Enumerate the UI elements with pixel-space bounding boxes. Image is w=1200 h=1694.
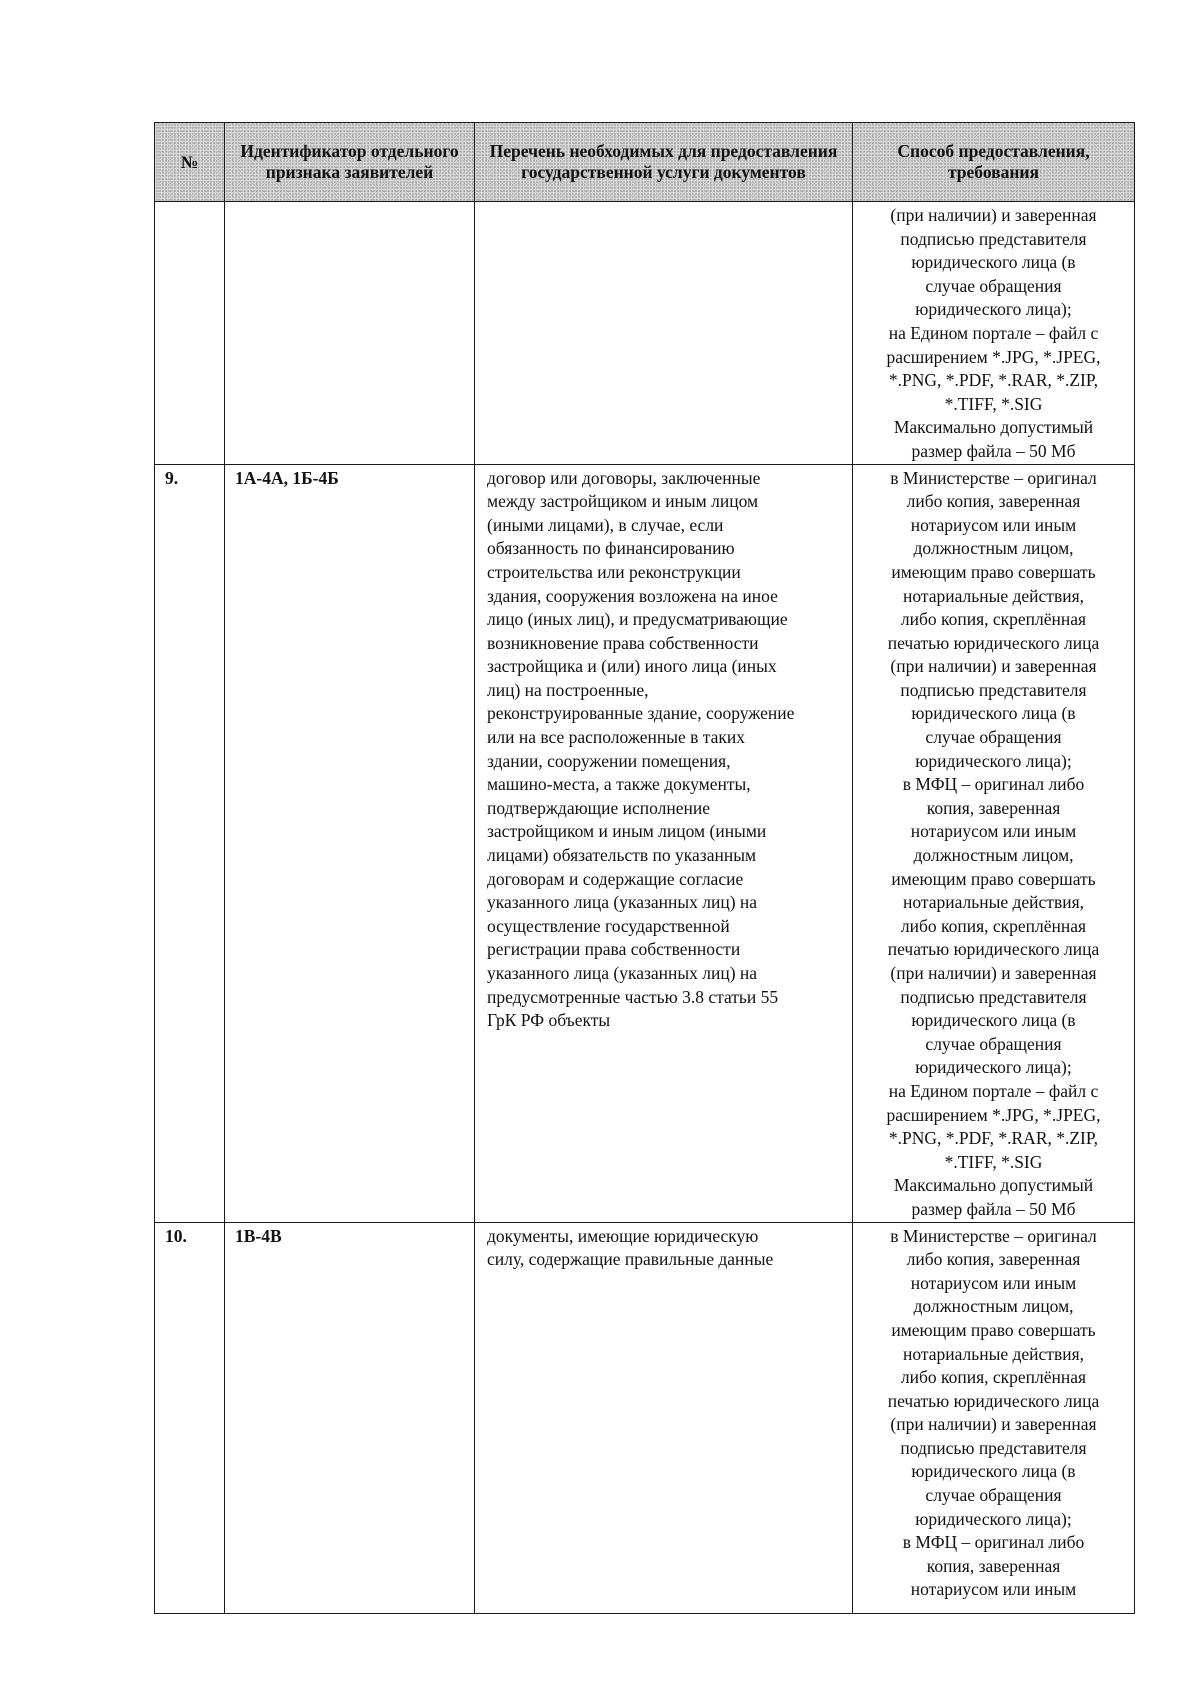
text-line: или на все расположенные в таких [487,727,745,748]
text-line: расширением *.JPG, *.JPEG, [886,346,1101,367]
text-line: возникновение права собственности [487,632,759,653]
text-line: юридического лица); [915,750,1072,771]
row-number: 10. [155,1222,225,1613]
header-submission-method: Способ предоставления, требования [853,123,1135,202]
text-line: либо копия, скреплённая [900,915,1087,936]
text-line: нотариусом или иным [910,1579,1077,1600]
header-number: № [155,123,225,202]
row-documents [475,1222,853,1613]
text-line: случае обращения [925,1033,1062,1054]
table-row [155,202,1135,465]
text-line: лиц) на построенные, [487,679,649,700]
text-line: случае обращения [925,1485,1062,1506]
text-line: нотариальные действия, [902,585,1085,606]
text-line: договорам и содержащие согласие [487,868,744,889]
text-line: (при наличии) и заверенная [890,205,1097,225]
text-line: либо копия, заверенная [906,1249,1081,1270]
text-line: указанного лица (указанных лиц) на [487,892,758,913]
text-line: юридического лица); [915,1057,1072,1078]
requirements-table [154,122,1135,1614]
text-line: подписью представителя [900,679,1087,700]
text-line: (иными лицами), в случае, если [487,514,724,535]
text-line: расширением *.JPG, *.JPEG, [886,1104,1101,1125]
text-line: имеющим право совершать [891,561,1096,582]
text-line: подтверждающие исполнение [487,797,711,818]
text-line: лицо (иных лиц), и предусматривающие [487,609,788,630]
text-line: (при наличии) и заверенная [890,1414,1097,1435]
text-line: обязанность по финансированию [487,538,735,559]
text-line: силу, содержащие правильные данные [487,1249,774,1270]
text-line: договор или договоры, заключенные [487,467,761,488]
row-submission-method [853,464,1135,1222]
table-row [155,464,1135,1222]
text-line: застройщика и (или) иного лица (иных [487,656,777,677]
row-documents [475,464,853,1222]
text-line: *.TIFF, *.SIG [944,393,1043,414]
text-line: должностным лицом, [913,845,1074,866]
text-line: юридического лица); [915,1508,1072,1529]
row-submission-method [853,202,1135,465]
text-line: регистрации права собственности [487,939,741,960]
text-line: (при наличии) и заверенная [890,656,1097,677]
text-line: в МФЦ – оригинал либо [902,774,1085,795]
text-line: между застройщиком и иным лицом [487,491,759,512]
text-line: нотариусом или иным [910,1272,1077,1293]
table-header-row [155,123,1135,202]
text-line: должностным лицом, [913,538,1074,559]
text-line: ГрК РФ объекты [487,1010,611,1031]
text-line: *.TIFF, *.SIG [944,1151,1043,1172]
text-line: застройщиком и иным лицом (иными [487,821,767,842]
row-applicant-id [225,202,475,465]
row-number [155,202,225,465]
text-line: здания, сооружения возложена на иное [487,585,778,606]
row-documents [475,202,853,465]
text-line: имеющим право совершать [891,868,1096,889]
text-line: либо копия, скреплённая [900,1367,1087,1388]
text-line: подписью представителя [900,986,1087,1007]
row-submission-method [853,1222,1135,1613]
text-line: реконструированные здание, сооружение [487,703,795,724]
table-row [155,1222,1135,1613]
text-line: (при наличии) и заверенная [890,963,1097,983]
text-line: случае обращения [925,275,1062,296]
text-line: либо копия, скреплённая [900,609,1087,630]
text-line: указанного лица (указанных лиц) на [487,963,758,983]
text-line: должностным лицом, [913,1296,1074,1317]
text-line: юридического лица (в [911,703,1076,724]
text-line: печатью юридического лица [887,939,1100,960]
text-line: печатью юридического лица [887,1390,1100,1411]
text-line: копия, заверенная [926,1555,1061,1576]
text-line: в Министерстве – оригинал [890,1225,1097,1246]
text-line: Максимально допустимый [893,1175,1094,1196]
text-line: нотариусом или иным [910,821,1077,842]
header-documents-list: Перечень необходимых для предоставления государственной услуги документов [475,123,853,202]
text-line: *.PNG, *.PDF, *.RAR, *.ZIP, [888,370,1099,391]
text-line: *.PNG, *.PDF, *.RAR, *.ZIP, [888,1128,1099,1149]
text-line: имеющим право совершать [891,1319,1096,1340]
text-line: предусмотренные частью 3.8 статьи 55 [487,986,779,1007]
text-line: на Едином портале – файл с [888,322,1099,343]
text-line: либо копия, заверенная [906,491,1081,512]
text-line: размер файла – 50 Мб [911,1198,1076,1219]
text-line: машино-места, а также документы, [487,774,751,795]
text-line: строительства или реконструкции [487,561,741,582]
text-line: Максимально допустимый [893,417,1094,438]
text-line: печатью юридического лица [887,632,1100,653]
text-line: размер файла – 50 Мб [911,440,1076,461]
text-line: юридического лица (в [911,1010,1076,1031]
text-line: в МФЦ – оригинал либо [902,1532,1085,1553]
text-line: подписью представителя [900,1437,1087,1458]
row-applicant-id: 1А-4А, 1Б-4Б [225,464,475,1222]
text-line: подписью представителя [900,228,1087,249]
text-line: юридического лица (в [911,1461,1076,1482]
text-line: в Министерстве – оригинал [890,467,1097,488]
text-line: нотариальные действия, [902,892,1085,913]
text-line: случае обращения [925,727,1062,748]
text-line: на Едином портале – файл с [888,1080,1099,1101]
text-line: нотариальные действия, [902,1343,1085,1364]
text-line: юридического лица (в [911,252,1076,273]
text-line: нотариусом или иным [910,514,1077,535]
text-line: юридического лица); [915,299,1072,320]
row-applicant-id: 1В-4В [225,1222,475,1613]
text-line: копия, заверенная [926,797,1061,818]
text-line: лицами) обязательств по указанным [487,845,757,866]
header-applicant-id: Идентификатор отдельного признака заявителей [225,123,475,202]
text-line: осуществление государственной [487,915,730,936]
text-line: документы, имеющие юридическую [487,1225,759,1246]
row-number: 9. [155,464,225,1222]
text-line: здании, сооружении помещения, [487,750,731,771]
